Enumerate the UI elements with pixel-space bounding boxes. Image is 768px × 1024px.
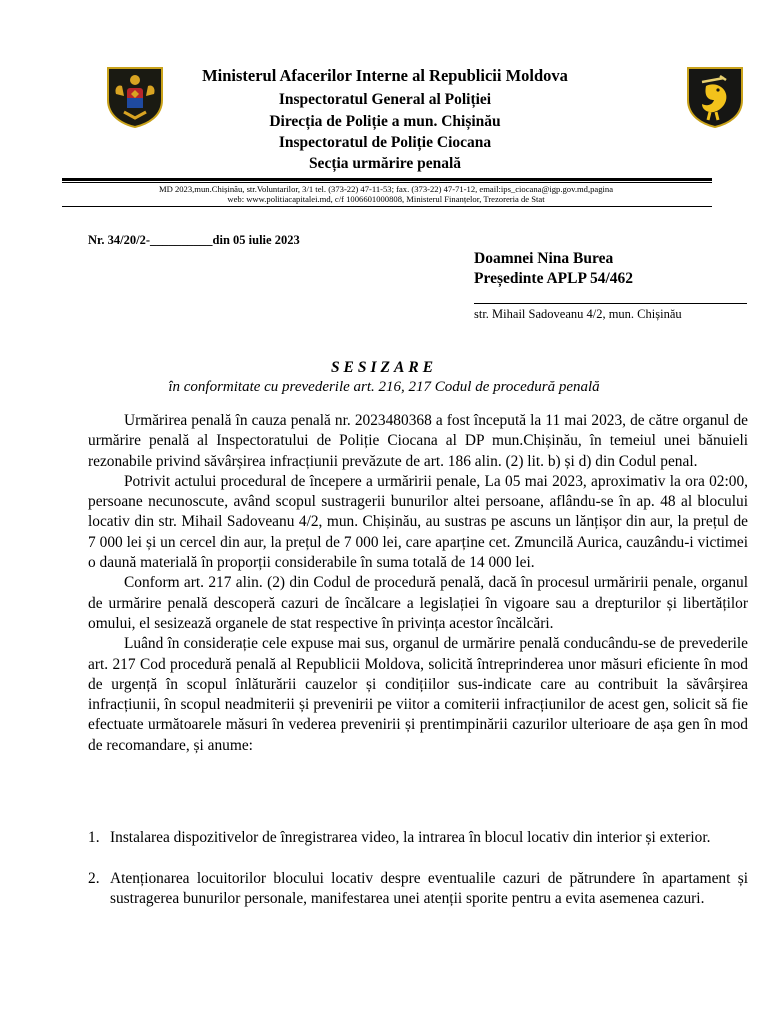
document-body <box>88 411 748 756</box>
list-item <box>88 869 748 910</box>
document-title: SESIZARE <box>330 359 438 376</box>
recipient-name: Doamnei Nina Burea <box>474 250 614 267</box>
contact-line: web: www.politiacapitalei.md, c/f 1006601000808, Ministerul Finanțelor, Trezoreria de Stat <box>227 194 545 204</box>
inspectorate-name: Inspectoratul General al Poliției <box>278 91 492 108</box>
header-divider <box>62 178 712 181</box>
ministry-name: Ministerul Afacerilor Interne al Republicii Moldova <box>202 66 568 85</box>
district-name: Inspectoratul de Poliție Ciocana <box>278 134 492 151</box>
measures-list <box>88 828 748 848</box>
paragraph: Potrivit actului procedural de începere a urmăririi penale, La 05 mai 2023, aproximativ la ora 02:00, persoane necunoscute, având scopul sustragerii bunurilor altei persoane, aflându-se în ap. 48 al blocului locativ din str. Mihail Sadoveanu 4/2, mun. Chișinău, au sustras pe ascuns un lănțișor din aur, la prețul de 7 000 lei și un cercel din aur, la prețul de 7 000 lei, care aparține cet. Zmuncilă Aurica, cauzându-i victimei o daună materială în proporții considerabile în suma totală de 14 000 lei. <box>88 472 748 572</box>
list-item-text: Atenționarea locuitorilor blocului locativ despre eventualile cazuri de pătrundere în apartament și sustragerea bunurilor personale, manifestarea unei atenții sporite pentru a evita asemenea cazuri. <box>110 870 748 908</box>
police-lion-emblem-icon <box>684 66 746 128</box>
list-item <box>88 828 748 848</box>
paragraph: Luând în considerație cele expuse mai sus, organul de urmărire penală conducându-se de prevederile art. 217 Cod procedură penală al Republicii Moldova, solicită întreprinderea unor măsuri eficiente în mod de urgență în scopul înlăturării cauzelor și condițiilor sus-indicate care au contribuit la săvârșirea infracțiunii, în scopul neadmiterii și prevenirii pe viitor a comiterii infracțiunilor de acest gen, solicit să fie efectuate următoarele măsuri în vederea prevenirii și prentimpinării cazurilor ulterioare de așa gen în mod de recomandare, și anume: <box>88 635 748 754</box>
measures-list <box>88 869 748 910</box>
recipient-address: str. Mihail Sadoveanu 4/2, mun. Chișinău <box>474 307 682 321</box>
list-item-number: 1. <box>88 829 100 846</box>
recipient-role: Președinte APLP 54/462 <box>474 270 634 287</box>
contact-divider <box>62 206 712 207</box>
section-name: Secția urmărire penală <box>308 155 462 172</box>
contact-line: MD 2023,mun.Chișinău, str.Voluntarilor, 3/1 tel. (373-22) 47-11-53; fax. (373-22) 47-71-12, email:ips_ciocana@igp.gov.md,pagina <box>158 184 614 194</box>
document-subtitle: în conformitate cu prevederile art. 216, 217 Codul de procedură penală <box>168 379 600 395</box>
header-divider-thin <box>62 182 712 183</box>
paragraph: Urmărirea penală în cauza penală nr. 2023480368 a fost începută la 11 mai 2023, de către organul de urmărire penală al Inspectoratului de Poliție Ciocana al DP mun.Chișinău, în temeiul unei bănuieli rezonabile privind săvârșirea infracțiunii prevăzute de art. 186 alin. (2) lit. b) și d) din Codul penal. <box>88 412 748 470</box>
paragraph: Conform art. 217 alin. (2) din Codul de procedură penală, dacă în procesul urmăririi penale, organul de urmărire penală descoperă cazuri de încălcare a legislației în vigoare sau a drepturilor și libertăților omului, el sesizează organele de stat respective în privința acestor încălcări. <box>88 574 748 632</box>
list-item-text: Instalarea dispozitivelor de înregistrarea video, la intrarea în blocul locativ din interior și exterior. <box>110 829 711 846</box>
recipient-underline <box>474 303 747 304</box>
reference-number: Nr. 34/20/2-__________din 05 iulie 2023 <box>88 233 300 247</box>
list-item-number: 2. <box>88 870 100 887</box>
directorate-name: Direcția de Poliție a mun. Chișinău <box>269 113 501 130</box>
